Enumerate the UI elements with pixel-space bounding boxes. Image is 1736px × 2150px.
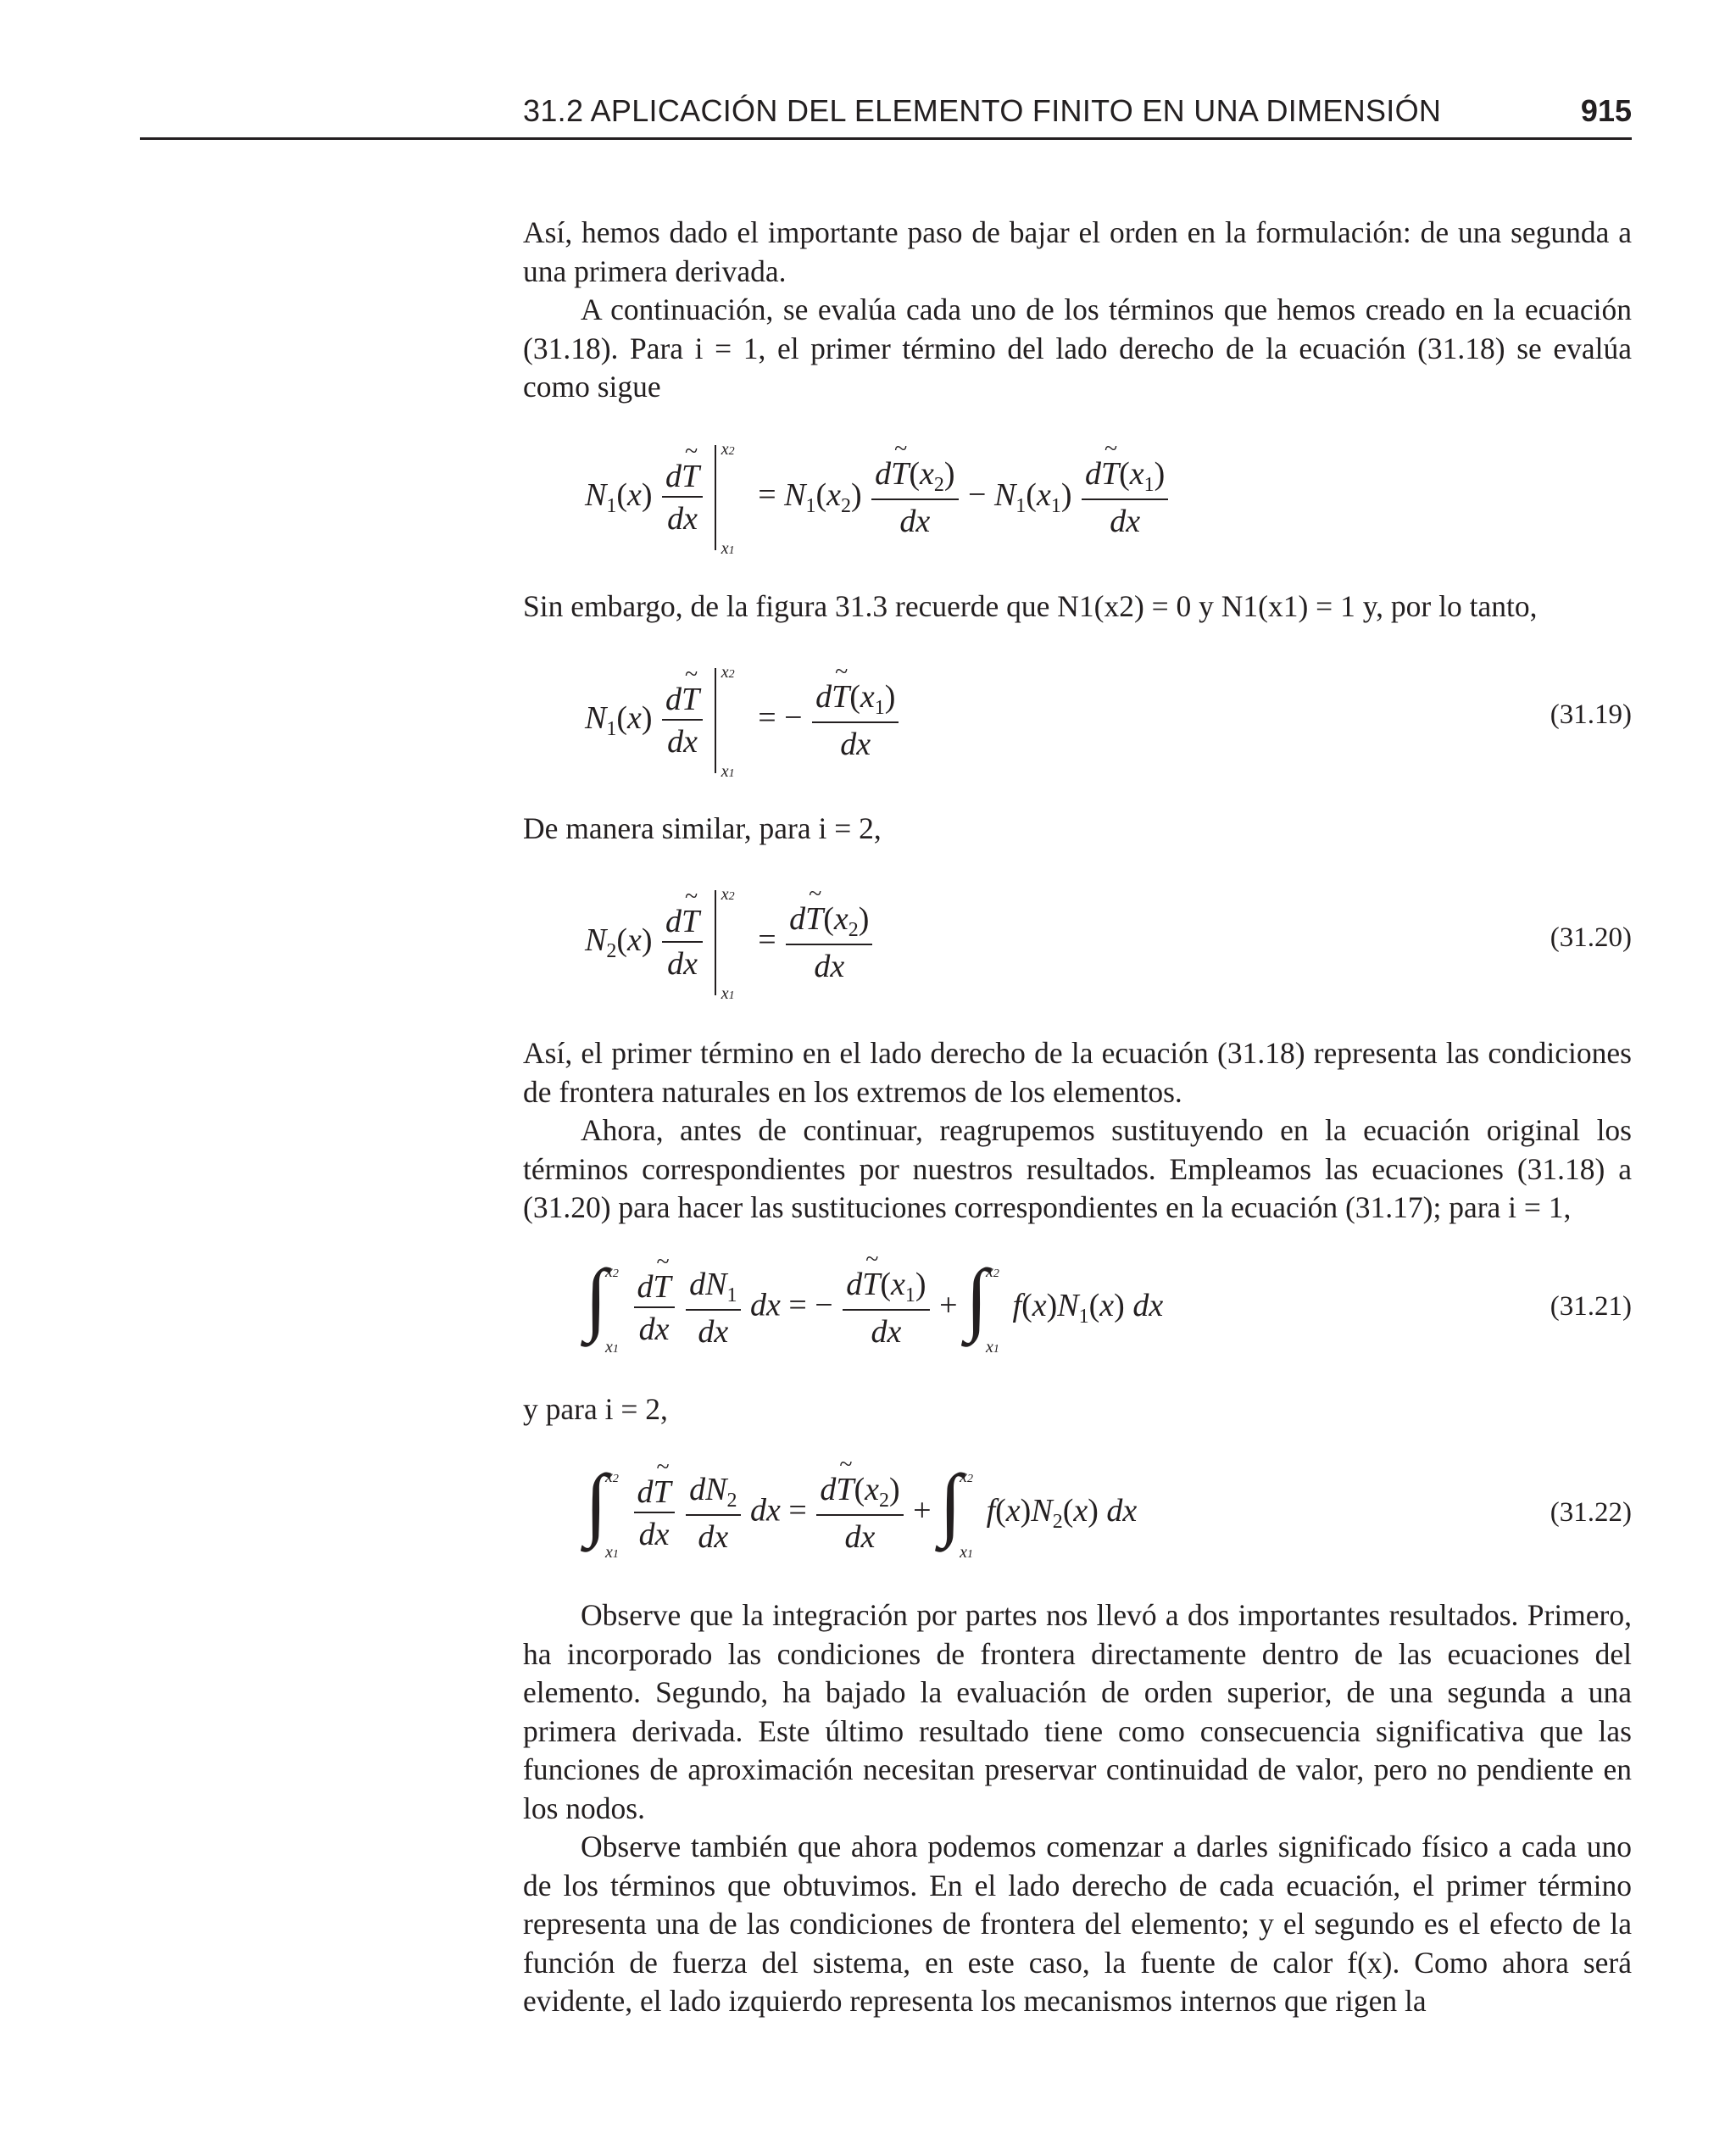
header-rule: [140, 137, 1632, 140]
equation-31-22: ∫ x2 x1 $\frac{d\sim T}{dx}$ $\frac{dN_2}{dx}$ dx = $\frac{d\sim T(x_2)}{dx}$ + ∫ x2 x1 $f(x)N_2(x)$ dx: [585, 1471, 1137, 1556]
paragraph-2: A continuación, se evalúa cada uno de los términos que hemos creado en la ecuación (31.18). Para i = 1, el primer término del lado derecho de la ecuación (31.18) se evalúa como sigue: [523, 292, 1632, 404]
running-header: [140, 93, 1632, 139]
equation-number-31-19: (31.19): [1550, 699, 1632, 730]
equation-number-31-21: (31.21): [1550, 1291, 1632, 1322]
paragraph-3: Sin embargo, de la figura 31.3 recuerde que N1(x2) = 0 y N1(x1) = 1 y, por lo tanto,: [523, 589, 1538, 623]
paragraph-1: Así, hemos dado el importante paso de bajar el orden en la formulación: de una segunda a una primera derivada.: [523, 215, 1632, 288]
equation-31-19: $N_1(x)$ $\frac{d\sim T}{dx}$ x2 x1 = − $\frac{d\sim T(x_1)}{dx}$: [585, 668, 900, 773]
paragraph-group-2: [523, 1034, 1632, 1228]
equation-number-31-22: (31.22): [1550, 1497, 1632, 1528]
paragraph-9: Observe también que ahora podemos comenzar a darles significado físico a cada uno de los términos que obtuvimos. En el lado derecho de cada ecuación, el primer término representa una de las condiciones de frontera del elemento; y el segundo es el efecto de la función de fuerza del sistema, en este caso, la fuente de calor f(x). Como ahora será evidente, el lado izquierdo representa los mecanismos internos que rigen la: [523, 1830, 1632, 2018]
page-number: 915: [1580, 93, 1632, 128]
equation-number-31-20: (31.20): [1550, 922, 1632, 953]
paragraph-5: Así, el primer término en el lado derecho de la ecuación (31.18) representa las condiciones de frontera naturales en los extremos de los elementos.: [523, 1036, 1632, 1109]
paragraph-7: y para i = 2,: [523, 1392, 668, 1426]
equation-unnumbered-1: $N_1(x)$ $\frac{d\sim T}{dx}$ x2 x1 = $N_1(x_2)$ $\frac{d\sim T(x_2)}{dx}$ − $N_1(x_1)$ $\frac{d\sim T(x_1)}{dx}$: [585, 445, 1170, 550]
paragraph-6: Ahora, antes de continuar, reagrupemos sustituyendo en la ecuación original los términos correspondientes por nuestros resultados. Empleamos las ecuaciones (31.18) a (31.20) para hacer las sustituciones correspondientes en la ecuación (31.17); para i = 1,: [523, 1113, 1632, 1224]
header-title: 31.2 APLICACIÓN DEL ELEMENTO FINITO EN UNA DIMENSIÓN: [523, 93, 1442, 128]
equation-31-21: ∫ x2 x1 $\frac{d\sim T}{dx}$ $\frac{dN_1}{dx}$ dx = − $\frac{d\sim T(x_1)}{dx}$ + ∫ x2 x1 $f(x)N_1(x)$ dx: [585, 1266, 1163, 1351]
paragraph-4: De manera similar, para i = 2,: [523, 811, 882, 845]
paragraph-intro: [523, 214, 1632, 407]
paragraph-group-3: [523, 1596, 1632, 2021]
equation-31-20: $N_2(x)$ $\frac{d\sim T}{dx}$ x2 x1 = $\frac{d\sim T(x_2)}{dx}$: [585, 890, 874, 995]
paragraph-8: Observe que la integración por partes nos llevó a dos importantes resultados. Primero, ha incorporado las condiciones de frontera directamente dentro de las ecuaciones del elemento. Segundo, ha bajado la evaluación de orden superior, de una segunda a una primera derivada. Este último resultado tiene como consecuencia significativa que las funciones de aproximación necesitan preservar continuidad de valor, pero no pendiente en los nodos.: [523, 1598, 1632, 1825]
